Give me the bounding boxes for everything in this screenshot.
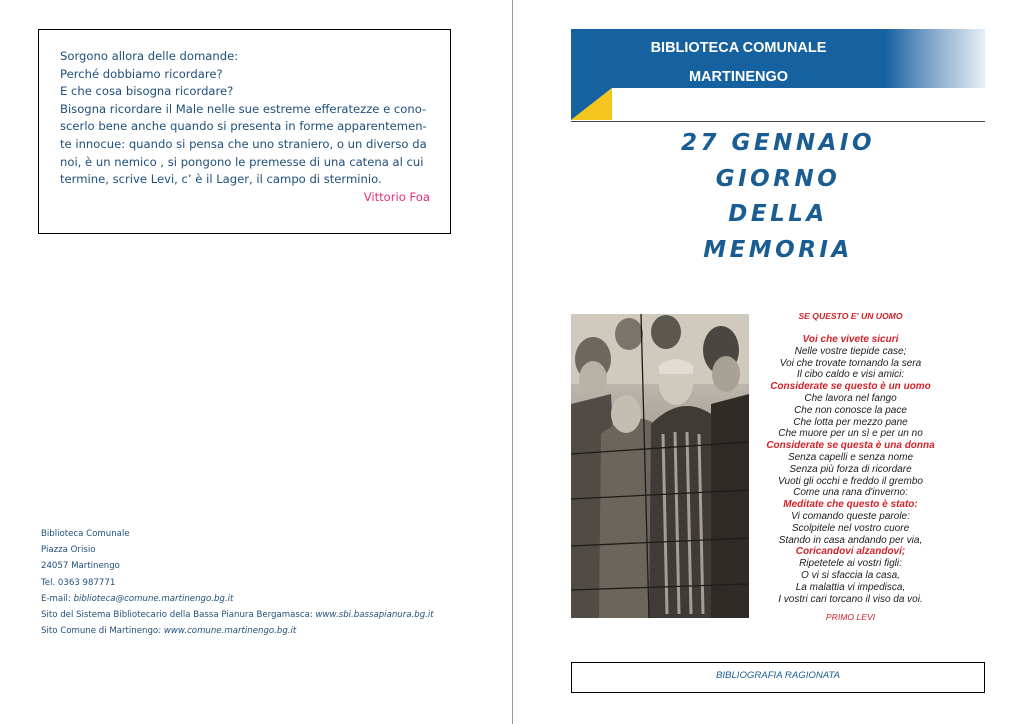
header-triangle-decoration [571,88,612,120]
poem-line: Che lotta per mezzo pane [793,416,908,428]
poem-line: Nelle vostre tiepide case; [794,345,907,357]
poem-author: PRIMO LEVI [825,612,876,623]
poem-line: Senza più forza di ricordare [789,463,912,475]
poem-line: Ripetetele ai vostri figli: [799,558,902,570]
comune-label: Sito Comune di Martinengo [41,626,159,637]
poem-line: Voi che vivete sicuri [802,334,899,345]
poem-line: Meditate che questo è stato: [783,499,918,511]
quote-line: Bisogna ricordare il Male nelle sue estreme efferatezze e cono- [60,101,427,116]
library-address: Piazza Orisio [41,545,96,556]
quote-line: te innocue: quando si pensa che uno straniero, o un diverso da [60,136,427,151]
comune-link[interactable]: : www.comune.martinengo.bg.it [158,626,297,637]
event-title-line: 27 GENNAIO [680,130,875,156]
sbi-link[interactable]: www.sbi.bassapianura.bg.it [315,609,434,620]
poem-line: La malattia vi impedisca, [795,581,906,593]
header-banner [571,29,985,88]
event-title [571,126,985,268]
poem-line: Vi comando queste parole: [791,510,910,522]
poem-line: Coricandovi alzandovi; [795,546,906,558]
poem-line: Considerate se questo è un uomo [770,381,931,393]
poem-line: Il cibo caldo e visi amici: [796,369,905,381]
email-row [41,591,434,607]
comune-row [41,623,434,639]
library-city: 24057 Martinengo [41,561,120,572]
poem-line: Voi che trovate tornando la sera [779,357,922,369]
header-title-line1: BIBLIOTECA COMUNALE [650,40,827,56]
quote-line: E che cosa bisogna ricordare? [60,84,234,99]
poem-line: Che lavora nel fango [804,392,897,404]
quote-author: Vittorio Foa [363,189,430,204]
poem-line: O vi si sfaccia la casa, [801,569,900,581]
library-header [571,29,985,122]
quote-line: termine, scrive Levi, c’ è il Lager, il campo di sterminio. [60,172,382,187]
event-title-line: MEMORIA [703,236,853,263]
poem-title: SE QUESTO E' UN UOMO [798,311,903,321]
poem-line: Che muore per un sì e per un no [778,428,923,440]
sbi-row [41,607,434,623]
contact-info [41,526,434,639]
poem-line: Che non conosce la pace [794,404,907,416]
poem-line: Senza capelli e senza nome [787,451,914,463]
event-title-line: DELLA [728,201,828,227]
header-title-line2: MARTINENGO [688,69,789,85]
email-link[interactable]: biblioteca@comune.martinengo.bg.it [73,593,234,604]
poem-line: Vuoti gli occhi e freddo il grembo [778,475,923,487]
library-phone: Tel. 0363 987771 [41,577,116,588]
quote-line: Sorgono allora delle domande: [60,49,239,63]
quote-line: noi, è un nemico , si pongono le premesse di una catena al cui [60,154,424,169]
poem-line: Considerate se questa è una donna [766,440,935,452]
library-name: Biblioteca Comunale [41,529,130,539]
page-fold-line [512,0,513,724]
sbi-label: Sito del Sistema Bibliotecario della Bassa Pianura Bergamasca: [41,609,316,620]
quote-line: Perché dobbiamo ricordare? [60,66,223,81]
quote-box [38,29,451,234]
poem-line: I vostri cari torcano il viso da voi. [778,593,923,605]
bibliography-box [571,662,985,693]
holocaust-photo [571,314,749,618]
poem-line: Come una rana d'inverno: [793,487,908,499]
poem [749,310,952,623]
bibliography-label: BIBLIOGRAFIA RAGIONATA [715,670,841,681]
event-title-line: GIORNO [715,165,841,192]
poem-lines [749,334,952,605]
email-label: E-mail: [41,593,74,604]
poem-line: Stando in casa andando per via, [778,534,923,546]
quote-line: scerlo bene anche quando si presenta in forme apparentemen- [60,119,427,134]
poem-line: Scolpitele nel vostro cuore [791,522,910,534]
